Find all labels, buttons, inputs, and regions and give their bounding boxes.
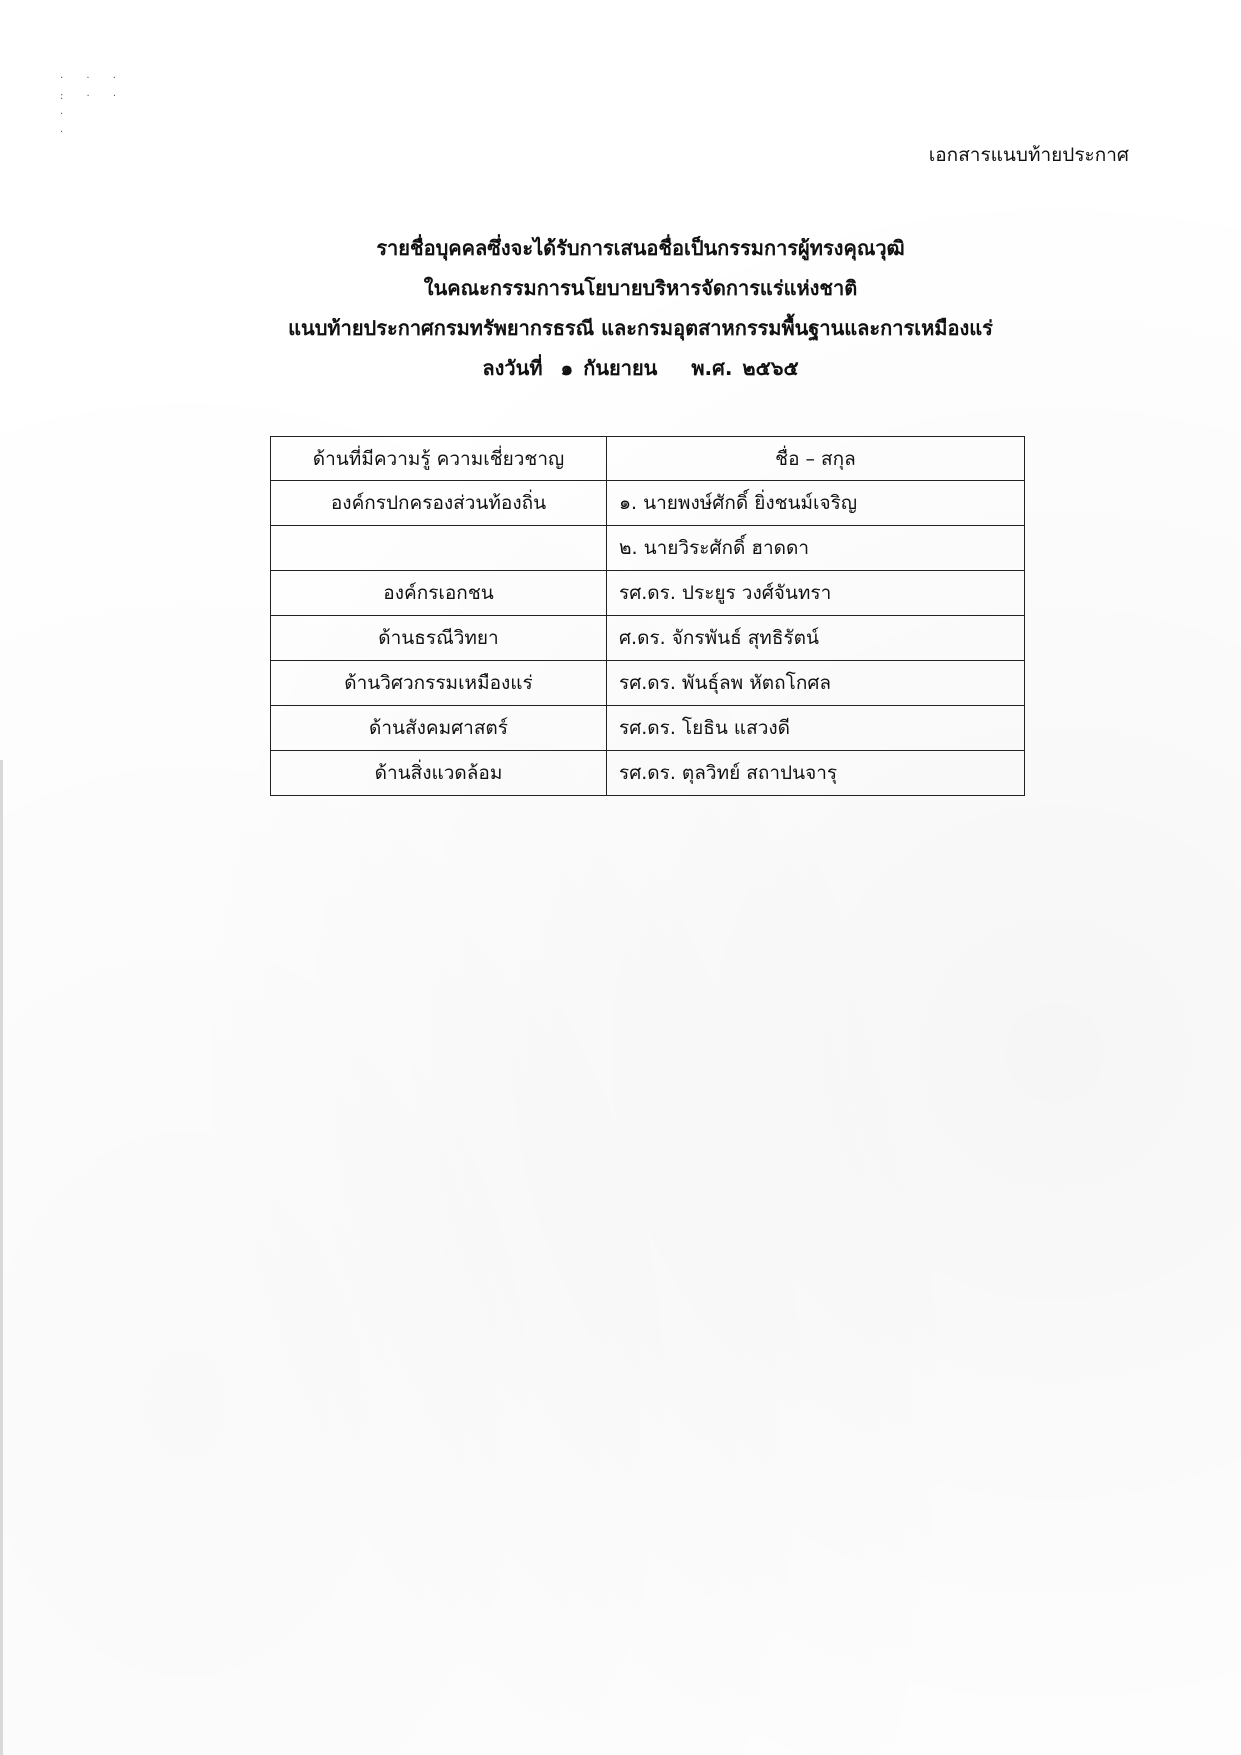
table-row — [271, 616, 1025, 661]
table-row — [271, 481, 1025, 526]
nominee-table — [270, 436, 1025, 796]
date-prefix: ลงวันที่ — [482, 356, 543, 380]
header-expertise: ด้านที่มีความรู้ ความเชี่ยวชาญ — [271, 437, 607, 481]
document-title — [0, 228, 1241, 388]
scan-edge-shadow — [0, 760, 3, 1755]
table-row — [271, 526, 1025, 571]
cell-expertise — [271, 526, 607, 571]
table-row — [271, 751, 1025, 796]
date-line — [40, 348, 1241, 388]
cell-expertise: ด้านวิศวกรรมเหมืองแร่ — [271, 661, 607, 706]
cell-name: รศ.ดร. ประยูร วงศ์จันทรา — [607, 571, 1025, 616]
cell-name: ศ.ดร. จักรพันธ์ สุทธิรัตน์ — [607, 616, 1025, 661]
title-line-1: รายชื่อบุคคลซึ่งจะได้รับการเสนอชื่อเป็นกรรมการผู้ทรงคุณวุฒิ — [376, 236, 905, 260]
date-day: ๑ — [560, 356, 574, 380]
table-row — [271, 661, 1025, 706]
cell-name: รศ.ดร. พันธุ์ลพ หัตถโกศล — [607, 661, 1025, 706]
cell-expertise: องค์กรปกครองส่วนท้องถิ่น — [271, 481, 607, 526]
cell-name: รศ.ดร. ตุลวิทย์ สถาปนจารุ — [607, 751, 1025, 796]
table-row — [271, 706, 1025, 751]
scan-specks: · · · : · · · · — [60, 73, 127, 138]
attachment-label: เอกสารแนบท้ายประกาศ — [928, 144, 1129, 166]
date-year: ๒๕๖๕ — [742, 356, 799, 380]
title-line-3: แนบท้ายประกาศกรมทรัพยากรธรณี และกรมอุตสาหกรรมพื้นฐานและการเหมืองแร่ — [288, 316, 993, 340]
header-name: ชื่อ – สกุล — [607, 437, 1025, 481]
cell-expertise: องค์กรเอกชน — [271, 571, 607, 616]
cell-expertise: ด้านสิ่งแวดล้อม — [271, 751, 607, 796]
table-row — [271, 571, 1025, 616]
cell-name: ๒. นายวิระศักดิ์ ฮาดดา — [607, 526, 1025, 571]
cell-expertise: ด้านธรณีวิทยา — [271, 616, 607, 661]
cell-name: ๑. นายพงษ์ศักดิ์ ยิ่งชนม์เจริญ — [607, 481, 1025, 526]
table-header-row — [271, 437, 1025, 481]
title-line-2: ในคณะกรรมการนโยบายบริหารจัดการแร่แห่งชาติ — [423, 276, 858, 300]
date-era: พ.ศ. — [691, 356, 733, 380]
cell-expertise: ด้านสังคมศาสตร์ — [271, 706, 607, 751]
cell-name: รศ.ดร. โยธิน แสวงดี — [607, 706, 1025, 751]
date-month: กันยายน — [583, 356, 658, 380]
